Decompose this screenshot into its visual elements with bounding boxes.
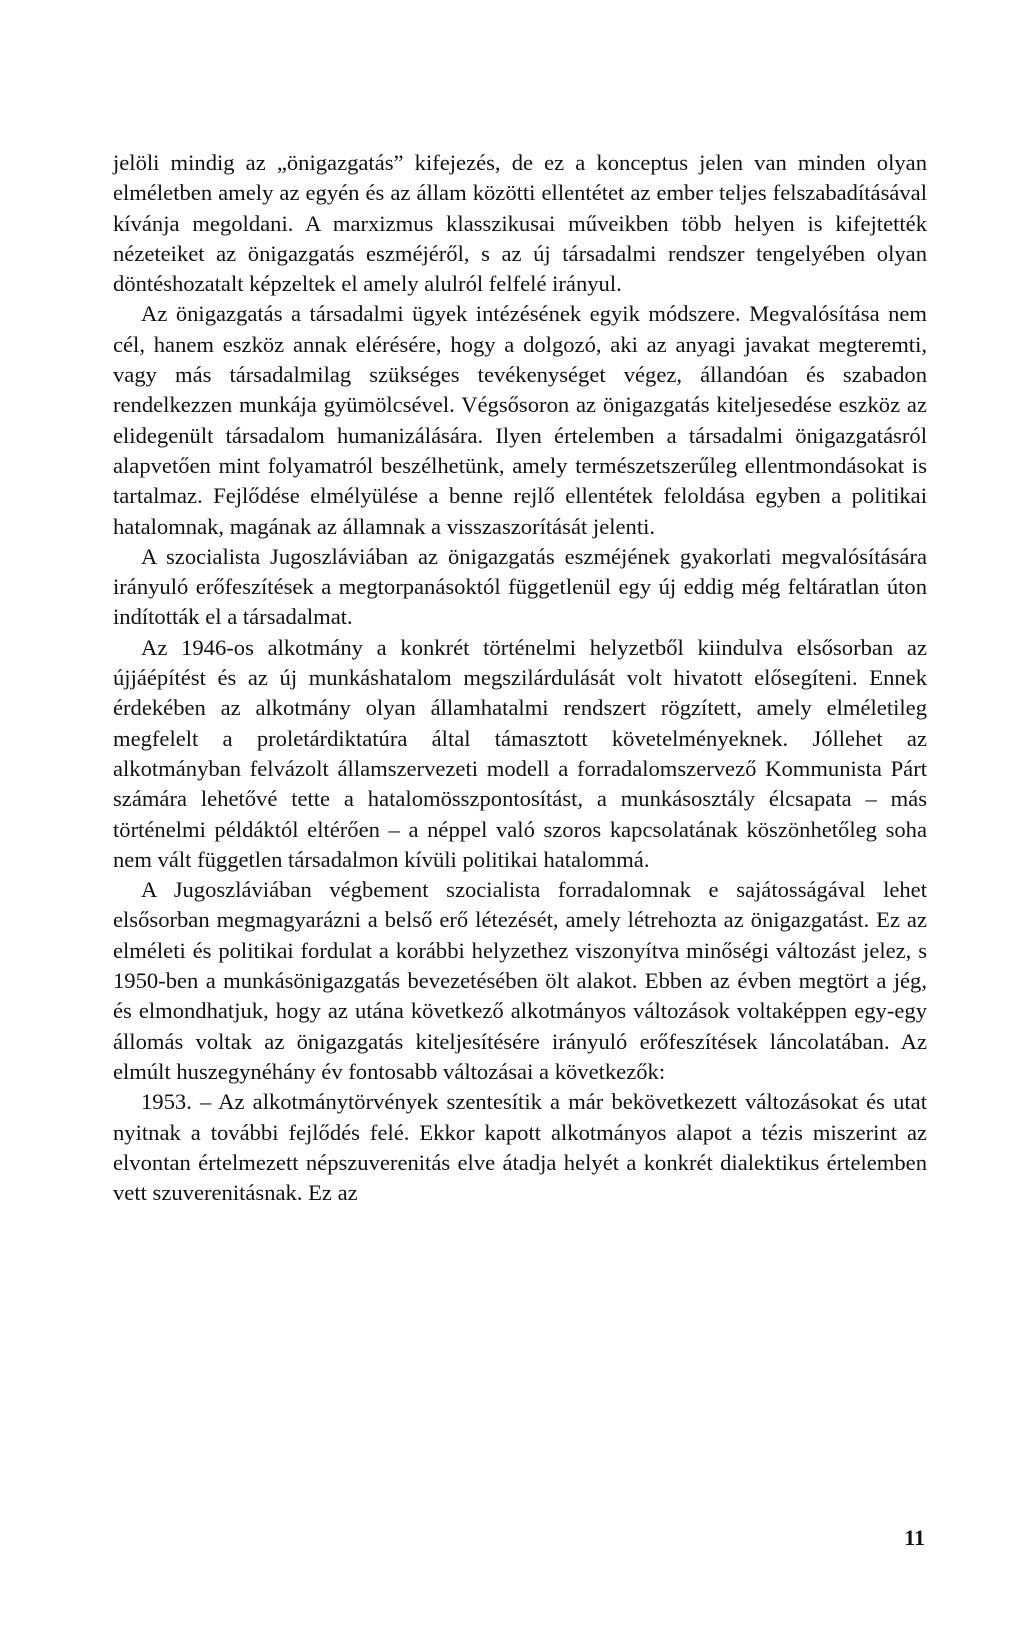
paragraph-selfmanagement-method: Az önigazgatás a társadalmi ügyek intézésének egyik módszere. Megvalósítása nem cél, hanem eszköz annak elérésére, hogy a dolgozó, aki az anyagi javakat megteremti, vagy más társadalmilag szükséges tevékenységet végez, állandóan és szabadon rendelkezzen munkája gyümölcsével. Végsősoron az önigazgatás kiteljesedése eszköz az elidegenült társadalom humanizálására. Ilyen értelemben a társadalmi önigazgatásról alapvetően mint folyamatról beszélhetünk, amely természetszerűleg ellentmondásokat is tartalmaz. Fejlődése elmélyülése a benne rejlő ellentétek feloldása egyben a politikai hatalomnak, magának az államnak a visszaszorítását jelenti. [113, 301, 927, 539]
body-text [113, 148, 927, 1208]
paragraph-yugoslavia-efforts: A szocialista Jugoszláviában az önigazgatás eszméjének gyakorlati megvalósítására irányuló erőfeszítések a megtorpanásoktól függetlenül egy új eddig még feltáratlan úton indították el a társadalmat. [113, 543, 927, 630]
paragraph-1946-constitution: Az 1946-os alkotmány a konkrét történelmi helyzetből kiindulva elsősorban az újjáépítést és az új munkáshatalom megszilárdulását volt hivatott elősegíteni. Ennek érdekében az alkotmány olyan államhatalmi rendszert rögzített, amely elméletileg megfelelt a proletárdiktatúra által támasztott követelményeknek. Jóllehet az alkotmányban felvázolt államszervezeti modell a forradalomszervező Kommunista Párt számára lehetővé tette a hatalomösszpontosítást, a munkásosztály élcsapata – más történelmi példáktól eltérően – a néppel való szoros kapcsolatának köszönhetőleg soha nem vált független társadalmon kívüli politikai hatalommá. [113, 634, 927, 872]
paragraph-revolution-specificity: A Jugoszláviában végbement szocialista forradalomnak e sajátosságával lehet elsősorban megmagyarázni a belső erő létezését, amely létrehozta az önigazgatást. Ez az elméleti és politikai fordulat a korábbi helyzethez viszonyítva minőségi változást jelez, s 1950-ben a munkásönigazgatás bevezetésében ölt alakot. Ebben az évben megtört a jég, és elmondhatjuk, hogy az utána következő alkotmányos változások voltaképpen egy-egy állomás voltak az önigazgatás kiteljesítésére irányuló erőfeszítések láncolatában. Az elmúlt huszegynéhány év fontosabb változásai a következők: [113, 877, 927, 1084]
page-number: 11 [904, 1525, 925, 1550]
paragraph-continuation: jelöli mindig az „önigazgatás” kifejezés, de ez a konceptus jelen van minden olyan elméletben amely az egyén és az állam közötti ellentétet az ember teljes felszabadításával kívánja megoldani. A marxizmus klasszikusai műveikben több helyen is kifejtették nézeteiket az önigazgatás eszméjéről, s az új társadalmi rendszer tengelyében olyan döntéshozatalt képzeltek el amely alulról felfelé irányul. [113, 150, 927, 297]
paragraph-1953: 1953. – Az alkotmánytörvények szentesítik a már bekövetkezett változásokat és utat nyitnak a további fejlődés felé. Ekkor kapott alkotmányos alapot a tézis miszerint az elvontan értelmezett népszuverenitás elve átadja helyét a konkrét dialektikus értelemben vett szuverenitásnak. Ez az [113, 1089, 927, 1206]
